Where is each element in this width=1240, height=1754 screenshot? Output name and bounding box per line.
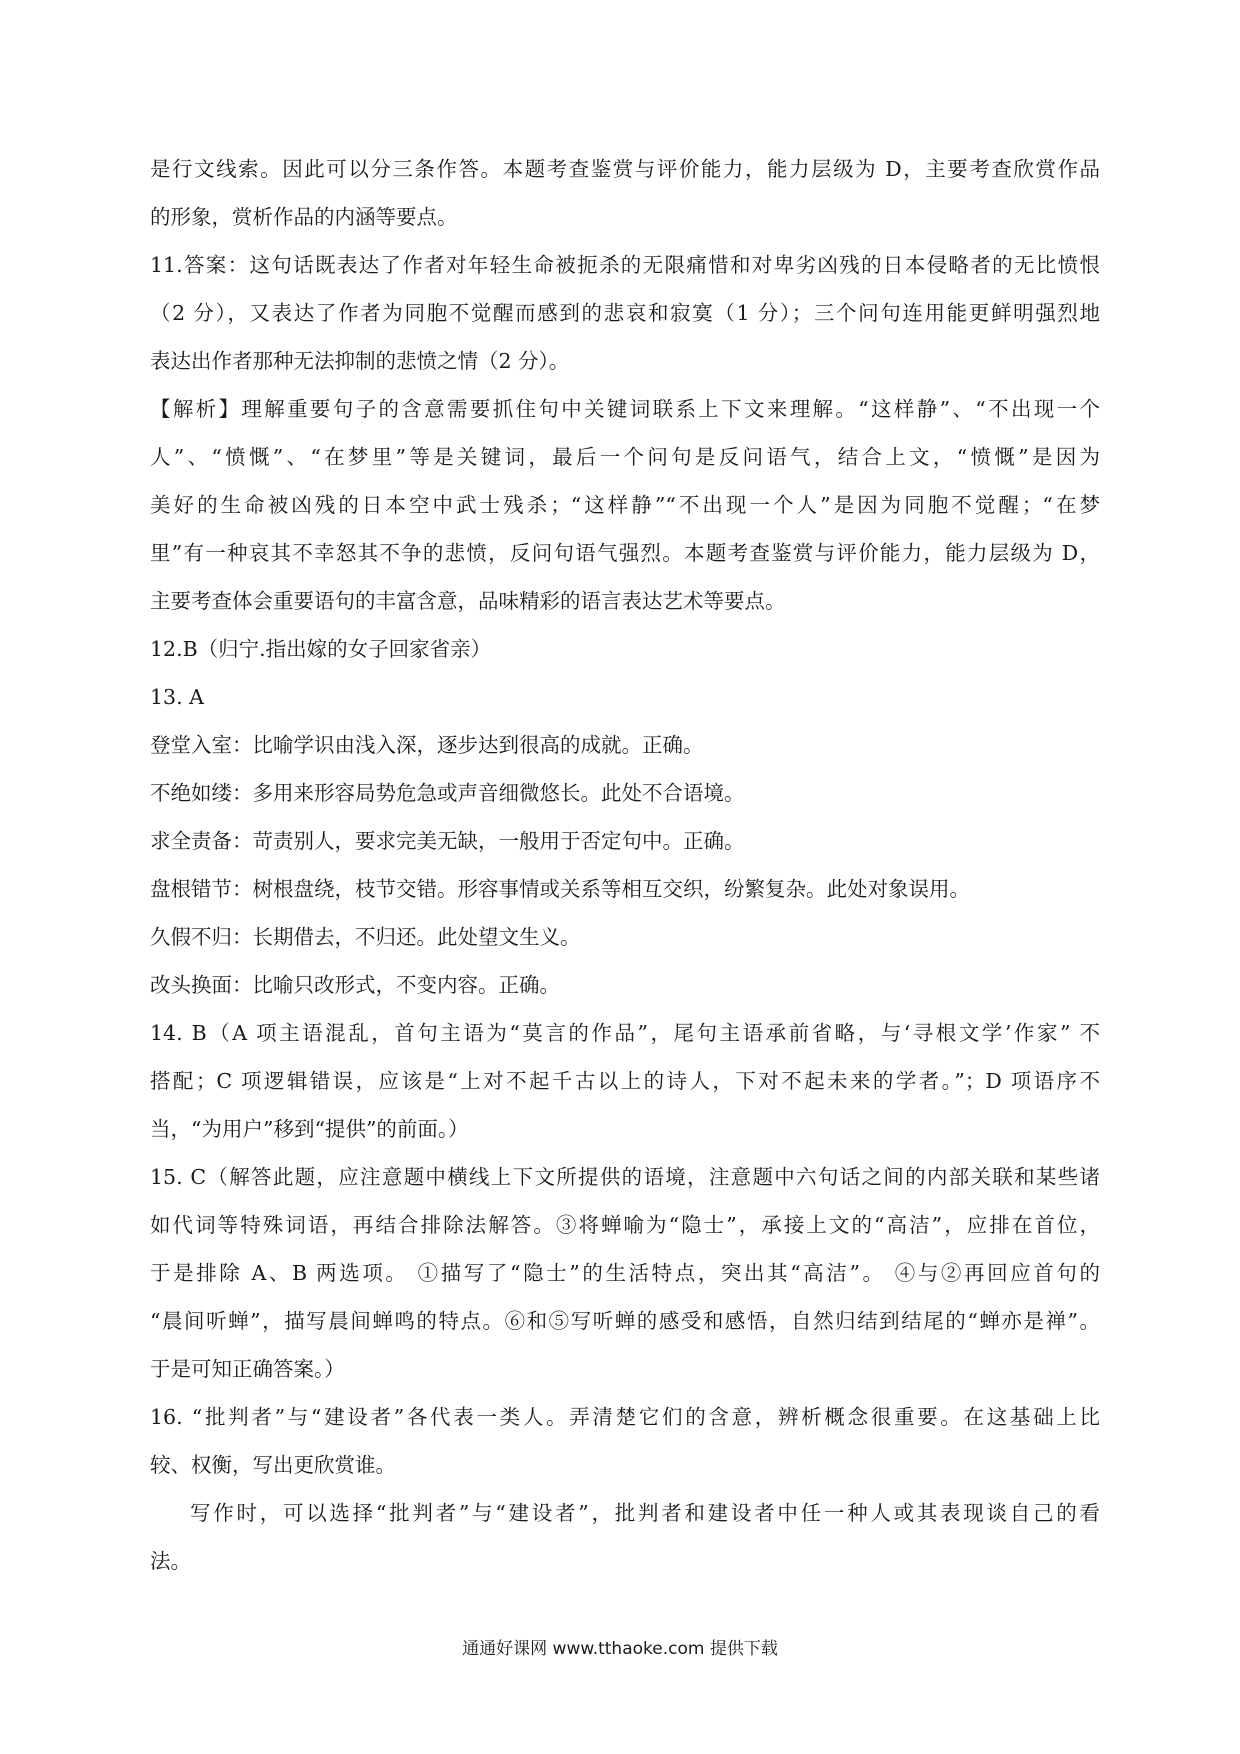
text-line: 是行文线索。因此可以分三条作答。本题考查鉴赏与评价能力，能力层级为 D，主要考查欣赏作品 bbox=[150, 157, 1100, 181]
text-lines bbox=[150, 145, 1100, 1585]
text-line: 如代词等特殊词语，再结合排除法解答。③将蝉喻为“隐士”，承接上文的“高洁”，应排在首位， bbox=[150, 1213, 1100, 1237]
text-line: 写作时，可以选择“批判者”与“建设者”，批判者和建设者中任一种人或其表现谈自己的看 bbox=[190, 1501, 1100, 1525]
text-line: 12.B（归宁.指出嫁的女子回家省亲） bbox=[150, 637, 492, 661]
text-line: 于是可知正确答案。） bbox=[150, 1357, 345, 1381]
text-line: 盘根错节：树根盘绕，枝节交错。形容事情或关系等相互交织，纷繁复杂。此处对象误用。 bbox=[150, 877, 970, 901]
text-line: 当，“为用户”移到“提供”的前面。） bbox=[150, 1117, 469, 1141]
text-line: 求全责备：苛责别人，要求完美无缺，一般用于否定句中。正确。 bbox=[150, 829, 745, 853]
text-line: （2 分），又表达了作者为同胞不觉醒而感到的悲哀和寂寞（1 分）；三个问句连用能更鲜明强烈地 bbox=[150, 301, 1100, 325]
page-footer: 通通好课网 www.tthaoke.com 提供下载 bbox=[462, 1639, 778, 1659]
document-body bbox=[150, 145, 1100, 1585]
text-line: 登堂入室：比喻学识由浅入深，逐步达到很高的成就。正确。 bbox=[150, 733, 704, 757]
text-line: 主要考查体会重要语句的丰富含意，品味精彩的语言表达艺术等要点。 bbox=[150, 589, 786, 613]
text-line: 久假不归：长期借去，不归还。此处望文生义。 bbox=[150, 925, 581, 949]
text-line: 人”、“愤慨”、“在梦里”等是关键词，最后一个问句是反问语气，结合上文，“愤慨”是因为 bbox=[150, 445, 1100, 469]
text-line: 改头换面：比喻只改形式，不变内容。正确。 bbox=[150, 973, 560, 997]
text-line: 美好的生命被凶残的日本空中武士残杀；“这样静”“不出现一个人”是因为同胞不觉醒；“在梦 bbox=[150, 493, 1100, 517]
text-line: 里”有一种哀其不幸怒其不争的悲愤，反问句语气强烈。本题考查鉴赏与评价能力，能力层级为 D， bbox=[150, 541, 1100, 565]
text-line: 15. C（解答此题，应注意题中横线上下文所提供的语境，注意题中六句话之间的内部关联和某些诸 bbox=[150, 1165, 1100, 1189]
text-line: 于是排除 A、B 两选项。 ①描写了“隐士”的生活特点，突出其“高洁”。 ④与②再回应首句的 bbox=[150, 1261, 1100, 1285]
text-line: 的形象，赏析作品的内涵等要点。 bbox=[150, 205, 458, 229]
text-line: 法。 bbox=[150, 1549, 191, 1573]
text-line: 【解析】理解重要句子的含意需要抓住句中关键词联系上下文来理解。“这样静”、“不出现一个 bbox=[150, 397, 1100, 421]
text-line: 表达出作者那种无法抑制的悲愤之情（2 分）。 bbox=[150, 349, 570, 373]
text-line: 13. A bbox=[150, 685, 204, 709]
text-line: 较、权衡，写出更欣赏谁。 bbox=[150, 1453, 396, 1477]
text-line: 16. “批判者”与“建设者”各代表一类人。弄清楚它们的含意，辨析概念很重要。在这基础上比 bbox=[150, 1405, 1100, 1429]
text-line: “晨间听蝉”，描写晨间蝉鸣的特点。⑥和⑤写听蝉的感受和感悟，自然归结到结尾的“蝉亦是禅”。 bbox=[150, 1309, 1100, 1333]
text-line: 11.答案：这句话既表达了作者对年轻生命被扼杀的无限痛惜和对卑劣凶残的日本侵略者的无比愤恨 bbox=[150, 253, 1100, 277]
text-line: 14. B（A 项主语混乱，首句主语为“莫言的作品”，尾句主语承前省略，与‘寻根文学’作家” 不 bbox=[150, 1021, 1100, 1045]
text-line: 不绝如缕：多用来形容局势危急或声音细微悠长。此处不合语境。 bbox=[150, 781, 745, 805]
text-line: 搭配；C 项逻辑错误，应该是“上对不起千古以上的诗人，下对不起未来的学者。”；D 项语序不 bbox=[150, 1069, 1100, 1093]
